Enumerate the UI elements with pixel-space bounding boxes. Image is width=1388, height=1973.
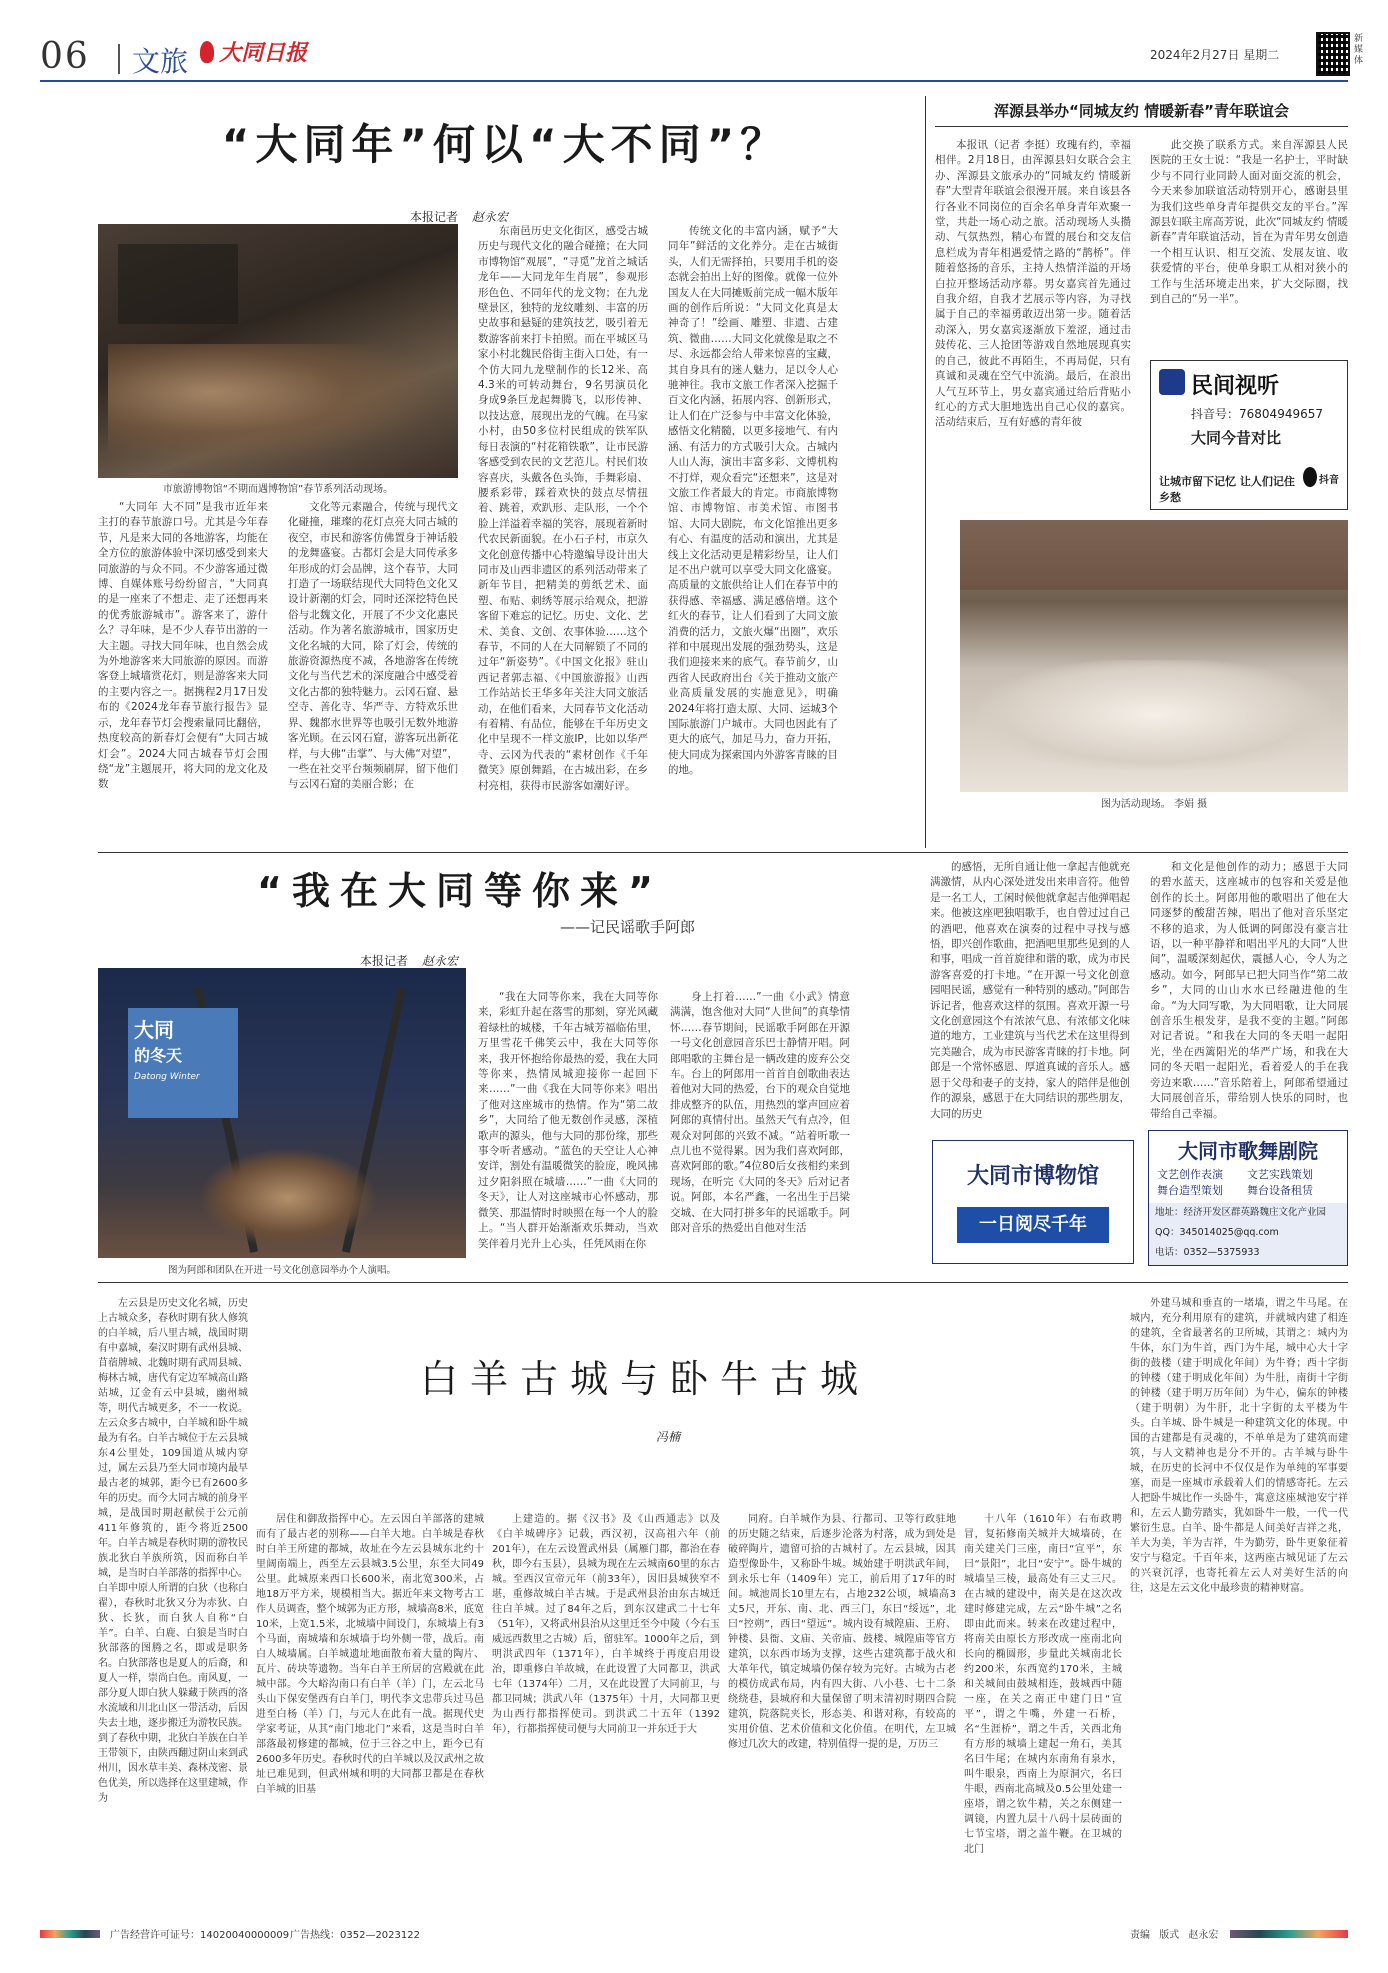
brand-flame-icon — [200, 41, 214, 63]
article2-photo-caption: 图为活动现场。 李娟 摄 — [1100, 799, 1208, 810]
theater-service-4: 舞台设备租赁 — [1247, 1184, 1313, 1197]
article3-col-1 — [478, 990, 658, 1262]
footer-editor-label: 责编 — [1130, 1930, 1150, 1941]
article2-para-2: 此交换了联系方式。来自浑源县人民医院的王女士说：“我是一名护士，平时缺少与不同行业同龄人面对面交流的机会，今天来参加联谊活动特别开心，感谢县里为我们这些单身青年提供交友的平台。”浑源县妇联主席高芳说，此次“同城友约 情暖新春”青年联谊活动，旨在为青年男女创造一个相互认识、相互交流、发展友谊、收获爱情的平台，使单身职工从相对狭小的工作与生活环境走出来，扩大交际圈，找到自己的“另一半”。 — [1150, 139, 1348, 306]
article2-para-1: 本报讯（记者 李挺）玫瑰有约，幸福相伴。2月18日，由浑源县妇女联合会主办、浑源县文旅承办的“同城友约 情暖新春”大型青年联谊会很漫开展。来自该县各行各业不同岗位的百余名单身青年欢聚一堂，共赴一场心动之旅。活动现场人头攒动、气氛热烈，精心布置的展台和交友信息栏成为青年相遇爱情之路的“鹊桥”。伴随着悠扬的音乐，主持人热情洋溢的开场白拉开整场活动序幕。男女嘉宾首先通过自我介绍，自我才艺展示等内容，为寻找属于自己的幸福勇敢迈出第一步。随着活动深入，男女嘉宾逐渐放下羞涩，通过击鼓传花、三人抢团等游戏自然地展现真实的自己，彼此不再陌生，不再局促，只有真诚和灵魂在空气中流淌。最后，在浪出人气互环节上，男女嘉宾通过给后背贴小红心的方式大胆地选出自己心仪的嘉宾。活动结束后，互有好感的青年彼 — [935, 139, 1131, 429]
article4-col-5 — [964, 1512, 1122, 1910]
footer-colorbar-left — [40, 1930, 100, 1938]
article4-para-2: 居住和御敌指挥中心。左云因白羊部落的建城而有了最古老的别称——白羊大地。白羊城是春秋时白羊王所建的都城，故址在今左云县城东北约十里阔南端上，西至左云县城3.5公里，东至大同49公里。此城原来西口长600米，南北宽300米，占地18万平方米，规模相当大。据近年来文物考古工作人员调查，整个城郭为正方形，城墙高8米，底宽10米，上宽1.5米，北城墙中间设门，东城墙上有3个马面，南城墙和东城墙于均外侧一带，战后。南白人城墙属。白羊城遗址地面散布着大量的陶片、瓦片、砖块等遗物。当年白羊王所居的宫殿就在此城中部。今大峪沟南口有白羊（羊）门，左云北马头山下保安堡西有白羊门，明代李文忠带兵过马邑进至白杨（羊）门，与元人在此有一战。据现代史学家考证，从其“南门地北门”来看，这是当时白羊部落最初修建的都城，位于三谷之中上，距今已有2600多年历史。春秋时代的白羊城以及汉武州之故址已难见到，但武州城和明的大同都卫都是在春秋白羊城的旧基 — [256, 1514, 484, 1795]
footer-editor: 赵永宏 — [1188, 1930, 1219, 1941]
douyin-account: 76804949657 — [1239, 407, 1323, 421]
douyin-ad-account — [1191, 405, 1323, 422]
article1-col-1 — [98, 500, 268, 840]
theater-ad — [1148, 1130, 1348, 1266]
article3-subtitle: ——记民谣歌手阿郎 — [560, 918, 696, 936]
byline-label: 本报记者 — [410, 210, 459, 224]
article1-para-1: “大同年 大不同”是我市近年来主打的春节旅游口号。尤其是今年春节，凡是来大同的各地游客，均能在全方位的旅游体验中深切感受到来大同旅游的与众不同。不少游客通过微博、自媒体账号纷纷留言，“大同真的是一座来了不想走、走了还想再来的优秀旅游城市”。游客来了，游什么？寻年味，是不少人春节出游的一大主题。寻找大同年味，也自然会成为外地游客来大同旅游的原因。而游客登上城墙赏花灯，则是游客来大同的主要内容之一。据携程2月17日发布的《2024龙年春节旅行报告》显示，龙年春节灯会搜索量同比翻倍，热度较高的新春灯会便有“大同古城灯会”。2024大同古城春节灯会围绕“龙”主题展开，将大同的龙文化及数 — [98, 501, 268, 791]
douyin-ad-icon — [1159, 369, 1185, 395]
article1-col-4 — [668, 224, 838, 840]
article2-photo — [960, 520, 1348, 792]
museum-ad — [932, 1140, 1134, 1264]
theater-service-2: 文艺实践策划 — [1247, 1168, 1313, 1181]
theater-contact — [1149, 1203, 1347, 1265]
article4-para-6: 外建马城和垂直的一堵墙，谓之牛马尾。在城内，充分利用原有的建筑，并就城内建了相连的建筑，全省最著名的卫所城，其谓之：城内为牛体，东门为牛首，西门为牛尾，城中心大十字街的鼓楼（建于明成化年间）为牛脊；西十字街的钟楼（建于明成化年间）为牛肚，南街十字街的钟楼（建于明万历年间）为牛心，偏东的钟楼（建于明朝）为牛肝，北十字街的太平楼为牛头。白羊城、卧牛城是一种建筑文化的体现。中国的古建都是有灵魂的，不单单是为了建筑而建筑，与人文精神也是分不开的。古羊城与卧牛城，在历史的长河中不仅仅是作为单纯的军事要塞，而是一座城市承载着人们的情感寄托。左云人把卧牛城比作一头卧牛，寓意这座城池安宁祥和，左云人勤劳踏实，犹如卧牛一般，一代一代繁衍生息。白羊、卧牛都是人间美好吉祥之兆，羊大为美，羊为吉祥，牛为勤劳，卧牛更象征着安宁与稳定。千百年来，这两座古城见证了左云的兴衰沉浮，也寄托着左云人对美好生活的向往，这是左云文化中最珍贵的精神财富。 — [1130, 1298, 1348, 1594]
footer-license: 广告经营许可证号：14020040000009 — [110, 1930, 290, 1941]
douyin-logo-label: 抖音 — [1319, 475, 1339, 486]
article2-title-rule — [935, 126, 1348, 127]
page-header — [0, 0, 1388, 86]
article4-para-1: 左云县是历史文化名城，历史上古城众多，春秋时期有狄人修筑的白羊城，后八里古城，战国时期有中嘉城，秦汉时期有武州县城、苜蓿牌城、北魏时期有武周县城、梅林古城，唐代有定边军城高山路站城，辽金有云中县城，幽州城等，明代古城更多，不一一枚说。左云众多古城中，白羊城和卧牛城最为有名。白羊古城位于左云县城东4公里处，109国道从城内穿过，属左云县乃至大同市境内最早最古老的城郭，距今已有2600多年的历史。而今大同古城的前身平城，是战国时期赵献侯于公元前411年修筑的，距今将近2500年。白羊古城是春秋时期的游牧民族北狄白羊族所筑，因而称白羊城，是当时白羊部落的指挥中心。白羊即中原人所谓的白狄（也称白翟），春秋时北狄又分为赤狄、白狄、长狄，而白狄人自称“白羊”。白羊、白鹿、白狼是当时白狄部落的图腾之名，即或是职务名。白狄部落也是夏人的后裔，和夏人一样，崇尚白色。南风夏，一部分夏人即白狄人躲藏于陕西的洛水流域和川北山区一带活动，后因失去土地，逐步搬迁为游牧民族。到了春秋中期，北狄白羊族在白羊王带领下，由陕西翻过阴山来到武州川，因水草丰美、森林茂密、景色优美，所以选择在这里建城，作为 — [98, 1298, 248, 1804]
article1-title: “大同年”何以“大不同”？ — [221, 120, 789, 169]
museum-ad-title: 大同市博物馆 — [966, 1163, 1099, 1189]
footer-hotline: 广告热线：0352—2023122 — [290, 1930, 420, 1941]
article3-para-2: 身上打着……”一曲《小武》情意满满，饱含他对大同“人世间”的真挚情怀……春节期间，民谣歌手阿郎在开源一号文化创意园音乐巴士静情开唱。阿郎唱歌的主舞台是一辆改建的废弃公交车。台上的阿郎用一首首自创歌曲表达着他对大同的热爱，台下的观众自觉地排成整齐的队伍，用热烈的掌声回应着阿郎的真情付出。虽然天气有点冷，但观众对阿郎的兴致不减。“站着听歌一点儿也不觉得累。因为我们喜欢阿郎，喜欢阿郎的歌。”4位80后女孩相约来到现场，在听完《大同的冬天》后对记者说。阿郎，本名严鑫，一名出生于吕梁交城、在大同打拼多年的民谣歌手。阿郎对音乐的热爱出自他对生活 — [670, 991, 850, 1235]
article1-col-2 — [288, 500, 458, 840]
douyin-ad-tagline: 让城市留下记忆 让人们记住乡愁 — [1159, 475, 1295, 504]
article1-para-2: 文化等元素融合，传统与现代文化碰撞，璀璨的花灯点亮大同古城的夜空，市民和游客仿佛置身于神话般的龙舞盛宴。古都灯会是大同传承多年形成的灯会品牌，这个春节，大同打造了一场联结现代大同特色文化又设计新潮的灯会，同时还深挖特色民俗与北魏文化，开展了不少文化惠民活动。作为著名旅游城市，国家历史文化名城的大同，除了灯会，传统的旅游资源热度不减，各地游客在传统文化与当代艺术的深度融合中感受着文化古都的独特魅力。云冈石窟、悬空寺、善化寺、华严寺、方特欢乐世界、魏都水世界等也吸引无数外地游客光顾。在云冈石窟，游客玩出新花样，与大佛“击掌”、与大佛“对望”，一些在社交平台频频刷屏，留下他们与云冈石窟的美丽合影；在 — [288, 501, 458, 791]
footer-colorbar-right — [1230, 1930, 1348, 1938]
section2-bottom-rule — [98, 1282, 1348, 1283]
article1-byline — [410, 208, 508, 225]
article4-col-3 — [492, 1512, 720, 1910]
article1-photo-caption: 市旅游博物馆“不期而遇博物馆”春节系列活动现场。 — [162, 484, 394, 495]
qr-label: 新媒体 — [1354, 34, 1364, 66]
article3-col-2 — [670, 990, 850, 1262]
theater-service-1: 文艺创作表演 — [1157, 1168, 1223, 1181]
theater-ad-title: 大同市歌舞剧院 — [1178, 1139, 1318, 1163]
theater-phone: 电话：0352—5375933 — [1155, 1247, 1260, 1258]
event-sign-line3: Datong Winter — [134, 1072, 200, 1082]
article2-title: 浑源县举办“同城友约 情暖新春”青年联谊会 — [994, 102, 1289, 120]
douyin-ad-title: 民间视听 — [1191, 374, 1280, 399]
footer-credits — [1130, 1926, 1218, 1941]
event-sign-line1: 大同 — [134, 1018, 174, 1042]
article3-photo-caption: 图为阿郎和团队在开进一号文化创意园举办个人演唱。 — [167, 1265, 396, 1276]
article4-para-3: 上建造的。据《汉书》及《山西通志》以及《白羊城碑序》记载，西汉初，汉高祖六年（前201年），在左云设置武州县（属雁门郡，都治在春秋，即今右玉县），县城为现在左云城南60里的东古城。至西汉宣帝元年（前33年），因旧县城狭窄不堪，重修故城白羊古城。于是武州县治由东古城迁往白羊城。过了84年之后，到东汉建武二十七年（51年），又将武州县治从这里迁至今中陵（今右玉威远西数里之古城）后，留驻军。1000年之后，到明洪武四年（1371年），白羊城终于再度启用设治，即重修白羊故城，在此设置了大同都卫，洪武七年（1374年）二月，又在此设置了大同前卫，与都卫同城；洪武八年（1375年）十月，大同都卫更为山西行都指挥使司。到洪武二十五年（1392年），行都指挥使司便与大同前卫一并东迁于大 — [492, 1514, 720, 1735]
issue-date: 2024年2月27日 星期二 — [1150, 48, 1280, 62]
article2-col-1 — [935, 138, 1131, 516]
article3-byline — [360, 952, 458, 969]
theater-service-3: 舞台造型策划 — [1157, 1184, 1223, 1197]
theater-qq: QQ：345014025@qq.com — [1155, 1227, 1279, 1238]
header-divider — [118, 44, 120, 74]
article3-photo — [98, 968, 466, 1258]
article4-col-2 — [256, 1512, 484, 1910]
footer-layout-label: 版式 — [1159, 1930, 1180, 1941]
article4-author: 冯楠 — [656, 1430, 681, 1444]
theater-address: 地址：经济开发区群英路魏庄文化产业园 — [1155, 1207, 1327, 1218]
douyin-logo-icon — [1303, 467, 1317, 487]
article1-col-3 — [478, 224, 648, 840]
article3-para-1: “我在大同等你来，我在大同等你来，彩虹升起在落雪的那刻，穿光风藏着绿杜的城楼，千年古城芳福临佑里，万里雪花千佛笑云中，我在大同等你来，我开怀抱给你最热的爱，我在大同等你来，热情凤城迎接你一起回下来……”一曲《我在大同等你来》唱出了他对这座城市的热情。作为“第二故乡”，大同给了他无数创作灵感，深植歌声的源头，他与大同的那份缘，那些事令听者感动。“蓝色的天空让人心神安详，割处有温暖微笑的脸庞，晚风拂过夕阳斜照在城墙……”一曲《大同的冬天》，让人对这座城市心怀感动，那微笑、那温情时时映照在每一个人的脸上。“当人群开始渐渐欢乐舞动，当欢笑伴着月光升上心头，任凭风雨在你 — [478, 991, 658, 1250]
article4-col-4 — [728, 1512, 956, 1910]
article3-para-3: 的感悟，无所自通让他一拿起吉他就充满激情，从内心深处迸发出来串音符。他曾是一名工人，工闲时候他就拿起吉他弹唱起来。他被这座吧独唱歌手，也自曾过过自己的酒吧，他喜欢在演奏的过程中寻找与感悟，即兴创作歌曲，把酒吧里那些见到的人和事，唱成一首首旋律和谐的歌，成为市民游客喜爱的打卡地。“在开源一号文化创意园唱民谣，感觉有一种特别的感动。”阿郎告诉记者，他喜欢这样的氛围。喜欢开源一号文化创意园这个有浓浓气息、有浓郁文化味道的地方，工业建筑与当代艺术在这里得到完美融合，成为市民游客青睐的打卡地。阿郎是一个常怀感恩、厚道真诚的音乐人。感恩于父母和妻子的支持，家人的陪伴是他创作的源泉，感恩于在大同结识的那些朋友，大同的历史 — [930, 861, 1130, 1120]
header-rule — [40, 80, 1348, 82]
article3-col-4 — [1150, 860, 1348, 1124]
event-sign-line2: 的冬天 — [134, 1046, 183, 1065]
article1-photo — [98, 224, 458, 478]
page-number: 06 — [40, 36, 90, 77]
article3-byline-name: 赵永宏 — [421, 954, 458, 968]
article4-para-5: 十八年（1610年）右布政聘冒，复拓修南关城并大城墙砖，在南关建关门三座，南曰“宣平”，东曰“景阳”，北曰“安宁”。卧牛城的城墙呈三棱，最高处有三丈三尺。在古城的建设中，南关是在这次改建时修建完成，左云“卧牛城”之名即由此而来。转来在改建过程中，将南关由原长方形改成一座南北向长向的椭圆形，步量此关城南北长约200米，东西宽约170米，主城和关城间由鼓城相连，鼓城西中随一座，在关之南正中建门日“宣平”，谓之牛嘴，外建一石桥，名“生涯桥”，谓之牛舌，关西北角有方形的城墙上建起一角石，美其名曰牛尾；在城内东南角有泉水，叫牛眼泉，西南上为原洞穴，名曰牛眼，西南北高城及0.5公里处建一座塔，谓之钦牛精，关之东侧建一调镜，内置九层十八码十层砖面的七节宝塔，谓之盖牛鞭。在卫城的北门 — [964, 1514, 1122, 1855]
article1-right-rule — [925, 96, 926, 848]
museum-ad-slogan: 一日阅尽千年 — [957, 1207, 1109, 1243]
article1-para-4: 传统文化的丰富内涵，赋予“大同年”鲜活的文化养分。走在古城街头，人们无需择拍，只要用手机的姿态就会拍出上好的图像。就像一位外国友人在大同摊贩前完成一幅木版年画的创作后所说：“大同文化真是太神奇了！”绘画、雕塑、非遗、古建筑、微曲……大同文化就像是取之不尽、永远都会给人带来惊喜的宝藏，其自身具有的迷人魅力，足以令人心驰神往。我市文旅工作者深入挖掘千百文化内涵，拓展内容、创新形式，让人们在广泛参与中丰富文化体验，感悟文化精髓，以更多接地气、有内涵、有活力的方式吸引大众。古城内人山人海，演出丰富多彩、文博机构不打烊，观众看完“还想来”，这是对文旅工作者最大的肯定。市商旅博物馆、市博物馆、市美术馆、市图书馆、大同大剧院，布文化馆推出更多有心、有温度的活动和演出，尤其是线上文化活动更是精彩纷呈，让人们足不出户就可以享受大同文化盛宴。高质量的文旅供给让人们在春节中的获得感、幸福感、满足感倍增。这个红火的春节，让人们看到了大同文旅消费的活力，文旅火爆“出圈”，欢乐祥和中展现出发展的强劲势头，这是我们迎接来来的底气。春节前夕，山西省人民政府出台《关于推动文旅产业高质量发展的实施意见》，明确2024年将打造太原、大同、运城3个国际旅游门户城市。大同也因此有了更大的底气，加足马力，奋力开拓，使大同成为探索国内外游客青睐的目的地。 — [668, 225, 838, 777]
qr-code-icon — [1316, 32, 1350, 76]
theater-services — [1157, 1167, 1341, 1199]
douyin-ad — [1150, 360, 1348, 510]
brand-logo — [200, 36, 307, 67]
article3-para-4: 和文化是他创作的动力；感恩于大同的碧水蓝天，这座城市的包容和关爱是他创作的长土。阿郎用他的歌唱出了他在大同逐梦的酸甜苦辣，唱出了他对音乐坚定不移的追求，为人低调的阿郎没有豪言壮语，以一种平静祥和唱出平凡的大同“人世间”，温暖深刻起伏，震撼人心，令人为之感动。如今，阿郎早已把大同当作“第二故乡”，大同的山山水水已经融进他的生命。“为大同写歌，为大同唱歌，让大同展创音乐生根发芽，是我不变的主题。”阿郎对记者说。“和我在大同的冬天唱一起阳光，坐在西篱阳光的华严广场，和我在大同的冬天唱一起阳光，看着爱人的手在我旁边来歌……”音乐陪着上，阿郎希望通过大同展创音乐，带给别人快乐的同时，也带给自己幸福。 — [1150, 861, 1348, 1120]
byline-name: 赵永宏 — [471, 210, 508, 224]
article3-byline-label: 本报记者 — [360, 954, 409, 968]
article4-title: 白羊古城与卧牛古城 — [419, 1357, 870, 1401]
section1-bottom-rule — [98, 852, 1348, 853]
article1-para-3: 东南邑历史文化街区，感受古城历史与现代文化的融合碰撞；在大同市博物馆“观展”，“寻觅”龙首之城话龙年——大同龙年生肖展”，参观形形色色、不同年代的龙文物；在九龙壁景区，独特的龙纹雕刻、丰富的历史故事和悬疑的建筑技艺，吸引着无数游客前来打卡拍照。而在平城区马家小村北魏民俗街主街入口处，有一个仿大同九龙壁制作的长12米、高4.3米的可转动舞台，9名男演员化身成9条巨龙起舞腾飞，以形传神、以技达意，展现出龙的气魄。在马家小村，由50多位村民组成的铁军队每日表演的“村花箱铁歌”，让市民游客感受到农民的文艺范儿。村民们妆容喜庆，头戴各色头饰，手舞彩扇、腰系彩带，踩着欢快的鼓点尽情扭着、跳着，欢趴形、走队形，一个个脸上洋溢着幸福的笑容，展现着新时代农民新面貌。在小石子村，市京久文化创意传播中心特邀编导设计出大同市及山西非遗区的系列活动带来了新年节目，把精美的剪纸艺术、面塑、布贴、刺绣等展示给观众，把游客留下难忘的记忆。历史、文化、艺术、美食、文创、农事体验……这个春节，不同的人在大同解锁了不同的过年“新姿势”。《中国文化报》驻山西记者郭志福、《中国旅游报》山西工作站站长王华多年关注大同文旅活动，在他们看来，大同春节文化活动有着精、有品位，能够在千年历史文化中呈现不一样文旅IP，比如以华严寺、云冈为代表的“素材创作《千年微笑》原创舞蹈，在古城出彩，在乡村亮相，获得市民游客如潮好评。 — [478, 225, 648, 792]
brand-name: 大同日报 — [219, 40, 308, 66]
event-sign — [128, 1008, 238, 1118]
douyin-ad-slogan: 大同今昔对比 — [1191, 429, 1282, 447]
douyin-account-label: 抖音号： — [1191, 407, 1240, 421]
article4-col-1 — [98, 1296, 248, 1910]
article4-col-6 — [1130, 1296, 1348, 1910]
article4-para-4: 同府。白羊城作为县、行都司、卫等行政驻地的历史随之结束，后逐步沦落为村落，成为到处是破碎陶片，遗留可拾的古城村了。左云县城，因其造型像卧牛，又称卧牛城。城始建于明洪武年间，到永乐七年（1409年）完工，前后用了17年的时间。城池周长10里左右，占地232公顷，城墙高3丈5尺，开东、南、北、西三门，东曰“绥远”，北曰“控朔”，西曰“望远”。城内设有城隍庙、王府、钟楼、县衙、文庙、关帝庙、鼓楼、城隍庙等官方建筑，以东西市场为支撑，这些古建筑都于战火和大革年代，镇定城墙仍保存较为完好。古城为古老的模仿成武布局，内有四大街、八小巷、七十二条绕绕巷，县城府和大量保留了明末清初时期四合院建筑，院落院夹长，形态美、和谐对称，有较高的实用价值、艺术价值和文化价值。在明代，左卫城修过几次大的改建，特别值得一提的是，万历三 — [728, 1514, 956, 1750]
section-name: 文旅 — [132, 45, 189, 78]
article2-col-2 — [1150, 138, 1348, 354]
article3-title: “我在大同等你来” — [257, 869, 663, 913]
